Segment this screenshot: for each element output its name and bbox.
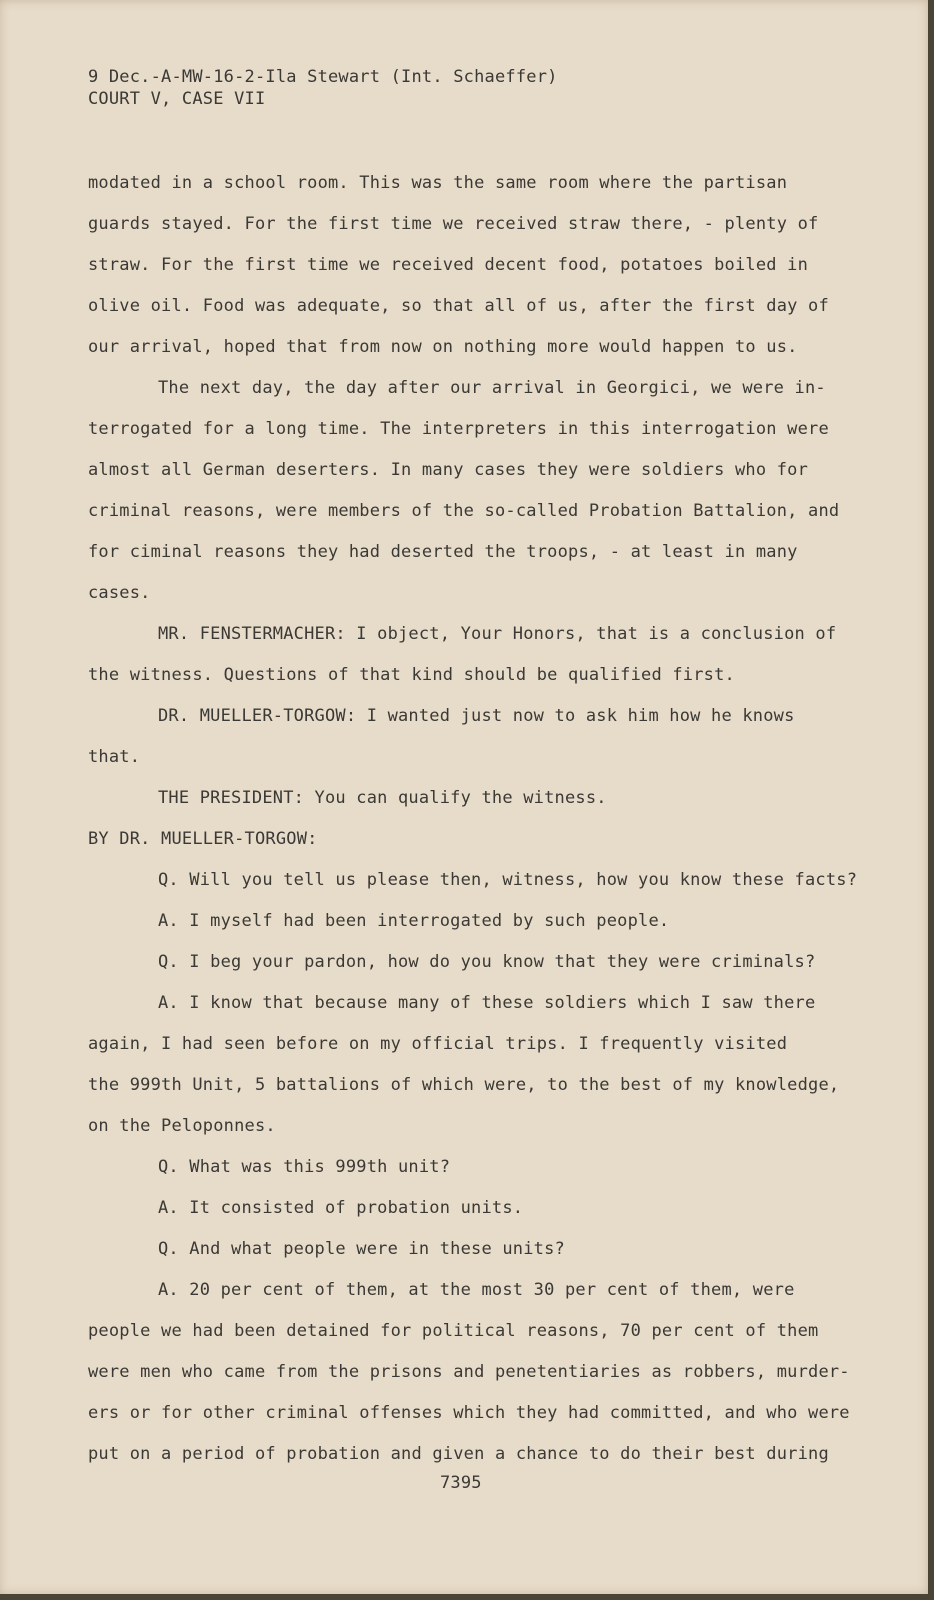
- text-line: THE PRESIDENT: You can qualify the witness.: [158, 788, 607, 808]
- text-line: guards stayed. For the first time we received straw there, - plenty of: [88, 214, 819, 234]
- page-number: 7395: [440, 1473, 482, 1493]
- text-line: people we had been detained for political reasons, 70 per cent of them: [88, 1321, 819, 1341]
- text-line: Q. Will you tell us please then, witness, how you know these facts?: [158, 870, 858, 890]
- text-line: A. I know that because many of these soldiers which I saw there: [158, 993, 816, 1013]
- header-line-1: 9 Dec.-A-MW-16-2-Ila Stewart (Int. Schaeffer): [88, 67, 558, 87]
- text-line: A. 20 per cent of them, at the most 30 per cent of them, were: [158, 1280, 795, 1300]
- text-line: Q. What was this 999th unit?: [158, 1157, 451, 1177]
- text-line: ers or for other criminal offenses which they had committed, and who were: [88, 1403, 850, 1423]
- text-line: DR. MUELLER-TORGOW: I wanted just now to ask him how he knows: [158, 706, 795, 726]
- text-line: modated in a school room. This was the same room where the partisan: [88, 173, 788, 193]
- text-line: terrogated for a long time. The interpreters in this interrogation were: [88, 419, 829, 439]
- page-header: [88, 66, 558, 110]
- text-line: The next day, the day after our arrival in Georgici, we were in-: [158, 378, 826, 398]
- text-line: again, I had seen before on my official trips. I frequently visited: [88, 1034, 788, 1054]
- transcript-body: [88, 163, 857, 1475]
- scan-edge-right: [928, 0, 934, 1600]
- text-line: that.: [88, 747, 141, 767]
- text-line: our arrival, hoped that from now on nothing more would happen to us.: [88, 337, 798, 357]
- text-line: criminal reasons, were members of the so-called Probation Battalion, and: [88, 501, 840, 521]
- text-line: MR. FENSTERMACHER: I object, Your Honors, that is a conclusion of: [158, 624, 837, 644]
- text-line: the witness. Questions of that kind should be qualified first.: [88, 665, 735, 685]
- text-line: A. I myself had been interrogated by such people.: [158, 911, 670, 931]
- scan-edge-bottom: [0, 1594, 934, 1600]
- text-line: for ciminal reasons they had deserted the troops, - at least in many: [88, 542, 798, 562]
- text-line: put on a period of probation and given a chance to do their best during: [88, 1444, 829, 1464]
- text-line: BY DR. MUELLER-TORGOW:: [88, 829, 318, 849]
- text-line: cases.: [88, 583, 151, 603]
- text-line: almost all German deserters. In many cases they were soldiers who for: [88, 460, 809, 480]
- text-line: Q. And what people were in these units?: [158, 1239, 565, 1259]
- text-line: on the Peloponnes.: [88, 1116, 276, 1136]
- text-line: straw. For the first time we received decent food, potatoes boiled in: [88, 255, 809, 275]
- text-line: were men who came from the prisons and penetentiaries as robbers, murder-: [88, 1362, 850, 1382]
- header-line-2: COURT V, CASE VII: [88, 89, 266, 109]
- text-line: A. It consisted of probation units.: [158, 1198, 524, 1218]
- text-line: olive oil. Food was adequate, so that all of us, after the first day of: [88, 296, 829, 316]
- text-line: Q. I beg your pardon, how do you know that they were criminals?: [158, 952, 816, 972]
- text-line: the 999th Unit, 5 battalions of which were, to the best of my knowledge,: [88, 1075, 840, 1095]
